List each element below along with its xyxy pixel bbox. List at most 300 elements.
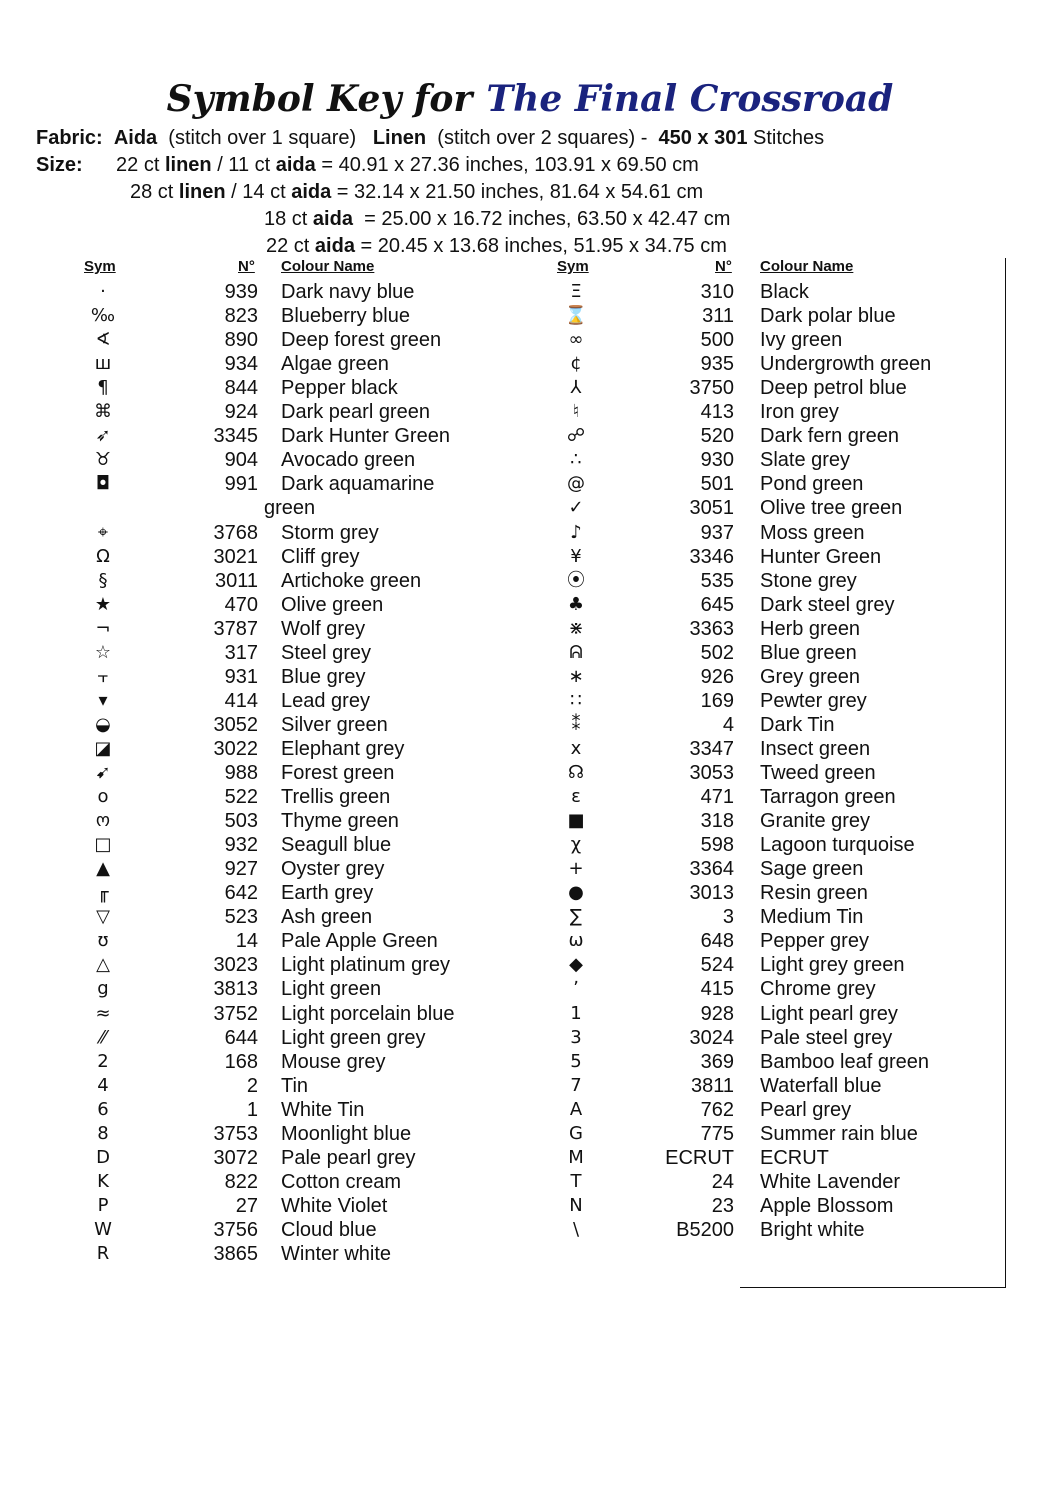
table-row [0, 304, 1060, 328]
fabric-aida: Aida [113, 127, 158, 149]
thread-number: 3756 [213, 1218, 258, 1241]
thread-number: 988 [224, 762, 258, 784]
symbol: R [96, 1243, 110, 1264]
size-ct2: / 11 ct [217, 154, 271, 176]
symbol: A [569, 1098, 583, 1120]
thread-number: 930 [700, 449, 734, 472]
thread-number: 3011 [214, 569, 258, 592]
thread-number: 822 [224, 1170, 258, 1193]
thread-number: 648 [700, 930, 734, 953]
colour-name: Moss green [760, 521, 865, 544]
thread-number: 3346 [689, 545, 734, 568]
colour-name: Dark fern green [760, 425, 899, 448]
symbol: ♣ [567, 593, 585, 615]
thread-number: 522 [224, 786, 258, 809]
thread-number: 23 [711, 1194, 734, 1217]
colour-name: Earth grey [281, 882, 374, 905]
stitch-count: 450 x 301 [658, 127, 748, 149]
size-ct: 18 ct [264, 208, 308, 230]
symbol: ★ [94, 593, 112, 615]
colour-name: Sage green [760, 858, 864, 881]
colour-name: Avocado green [281, 449, 416, 472]
table-row [0, 785, 1060, 809]
colour-name: Mouse grey [281, 1050, 386, 1073]
right-name-header: Colour Name [760, 258, 854, 275]
symbol: 6 [97, 1098, 109, 1120]
symbol: ■ [567, 810, 585, 832]
colour-name: Chrome grey [760, 978, 876, 1001]
table-row [0, 665, 1060, 689]
thread-number: 502 [700, 641, 734, 664]
symbol: 4 [97, 1074, 109, 1096]
colour-name: Bamboo leaf green [760, 1050, 930, 1073]
thread-number: 503 [224, 810, 258, 833]
symbol: ∴ [570, 449, 582, 471]
colour-name: Olive tree green [760, 497, 903, 520]
colour-name: Bright white [760, 1218, 865, 1241]
symbol: ▾ [98, 689, 108, 711]
thread-number: 890 [224, 329, 258, 352]
size-label: Size: [36, 154, 83, 176]
thread-number: 3753 [213, 1122, 258, 1145]
thread-number: 926 [700, 665, 734, 688]
symbol: ✓ [568, 497, 584, 519]
symbol: ¥ [570, 545, 582, 567]
colour-name: Light green [281, 978, 382, 1001]
symbol: g [97, 978, 109, 1000]
table-row [0, 328, 1060, 352]
table-row [0, 1170, 1060, 1194]
symbol: ⁄⁄ [99, 1026, 106, 1048]
symbol: ε [571, 786, 581, 808]
colour-name: green [264, 497, 316, 520]
fabric-aida-note: (stitch over 1 square) [168, 127, 357, 149]
table-row [0, 713, 1060, 737]
thread-number: 3345 [213, 425, 258, 448]
thread-number: 645 [700, 593, 734, 616]
symbol: ٬ [573, 978, 579, 1000]
symbol: ♉ [94, 449, 112, 471]
thread-number: ECRUT [665, 1146, 734, 1169]
thread-number: 3750 [689, 377, 734, 400]
colour-name: Undergrowth green [760, 353, 932, 376]
colour-name: Light platinum grey [281, 954, 450, 977]
symbol: ◘ [95, 473, 111, 495]
table-row [0, 1242, 1060, 1266]
symbol: ▲ [96, 858, 110, 880]
thread-number: 3811 [690, 1074, 734, 1097]
thread-number: 904 [224, 449, 258, 472]
colour-name: Pepper black [281, 377, 398, 400]
symbol: ☊ [568, 762, 584, 783]
table-row [0, 376, 1060, 400]
symbol: @ [567, 473, 585, 495]
symbol: ◪ [94, 737, 112, 759]
right-border [1005, 258, 1006, 1288]
colour-name: Deep forest green [281, 329, 442, 352]
table-row [0, 1002, 1060, 1026]
symbol: χ [570, 834, 582, 856]
colour-name: Blueberry blue [281, 305, 410, 328]
thread-number: B5200 [676, 1218, 734, 1241]
thread-number: 3021 [213, 545, 258, 568]
symbol: ¶ [97, 377, 109, 399]
thread-number: 413 [700, 401, 734, 424]
thread-number: 3787 [213, 617, 258, 640]
symbol: ▽ [96, 906, 110, 928]
fabric-line [36, 125, 824, 151]
thread-number: 523 [224, 906, 258, 929]
table-row [0, 1026, 1060, 1050]
table-row [0, 1218, 1060, 1242]
colour-name: Thyme green [281, 810, 399, 833]
size-dims: = 25.00 x 16.72 inches, 63.50 x 42.47 cm [364, 208, 731, 230]
thread-number: 524 [700, 954, 734, 977]
thread-number: 3022 [213, 737, 258, 760]
table-row [0, 1194, 1060, 1218]
thread-number: 3053 [689, 762, 734, 784]
colour-name: Slate grey [760, 449, 851, 472]
symbol: · [100, 281, 106, 302]
table-row [0, 569, 1060, 593]
thread-number: 2 [246, 1074, 258, 1097]
symbol: ╓ [97, 882, 109, 904]
colour-name: Forest green [281, 762, 395, 784]
thread-number: 3752 [213, 1002, 258, 1025]
right-sym-header: Sym [557, 258, 589, 275]
thread-number: 3347 [689, 737, 734, 760]
thread-number: 3 [722, 906, 734, 929]
size-ct: 22 ct [266, 235, 310, 257]
symbol: ≈ [95, 1002, 111, 1024]
colour-name: Seagull blue [281, 834, 392, 857]
size-ct: 28 ct [130, 181, 174, 203]
size-aida: aida [314, 235, 355, 257]
thread-number: 3813 [213, 978, 258, 1001]
symbol: ● [568, 882, 584, 904]
thread-number: 168 [224, 1050, 258, 1073]
symbol: 5 [570, 1050, 582, 1072]
symbol: o [97, 786, 109, 808]
table-row [0, 641, 1060, 665]
symbol: P [97, 1194, 109, 1216]
thread-number: 535 [700, 569, 734, 592]
size-linen: linen [178, 181, 226, 203]
thread-number: 318 [700, 810, 734, 833]
colour-name: Artichoke green [281, 569, 422, 592]
colour-name: Lagoon turquoise [760, 834, 915, 857]
colour-name: Algae green [281, 353, 389, 376]
thread-number: 1 [246, 1098, 258, 1121]
thread-number: 4 [722, 713, 734, 736]
symbol: □ [94, 834, 112, 856]
table-row [0, 1122, 1060, 1146]
symbol: ¢ [570, 353, 582, 375]
colour-name: Pearl grey [760, 1098, 852, 1121]
size-dims: = 20.45 x 13.68 inches, 51.95 x 34.75 cm [360, 235, 727, 257]
symbol: ➹ [95, 762, 111, 783]
fabric-linen: Linen [372, 127, 427, 149]
colour-name: Lead grey [281, 689, 370, 712]
thread-number: 3023 [213, 954, 258, 977]
thread-number: 3052 [213, 713, 258, 736]
colour-name: Hunter Green [760, 545, 882, 568]
symbol: M [568, 1146, 584, 1168]
thread-number: 644 [224, 1026, 258, 1049]
colour-name: Elephant grey [281, 737, 405, 760]
thread-number: 501 [700, 473, 734, 496]
size-line-1 [36, 152, 699, 178]
colour-name: Oyster grey [281, 858, 385, 881]
thread-number: 931 [224, 665, 258, 688]
table-row [0, 1074, 1060, 1098]
symbol: ‰ [90, 305, 116, 327]
symbol: ω [568, 930, 584, 952]
colour-name: Granite grey [760, 810, 871, 833]
symbol: ☍ [566, 425, 586, 447]
thread-number: 470 [224, 593, 258, 616]
symbol: + [568, 858, 584, 880]
symbol: ¬ [95, 617, 111, 639]
symbol: 7 [570, 1074, 582, 1096]
table-row [0, 1098, 1060, 1122]
table-row [0, 1050, 1060, 1074]
symbol: ⅄ [570, 377, 582, 399]
table-row [0, 448, 1060, 472]
table-row [0, 472, 1060, 496]
colour-name: Dark aquamarine [281, 473, 435, 496]
title-prefix: Symbol Key for [166, 78, 473, 120]
page-title [0, 78, 1060, 120]
colour-name: Light grey green [760, 954, 905, 977]
colour-name: Light porcelain blue [281, 1002, 455, 1025]
table-row [0, 521, 1060, 545]
colour-name: Blue grey [281, 665, 366, 688]
thread-number: 598 [700, 834, 734, 857]
colour-name: Dark steel grey [760, 593, 895, 616]
table-row [0, 496, 1060, 520]
colour-name: Insect green [760, 737, 871, 760]
colour-name: White Tin [281, 1098, 365, 1121]
symbol: ♮ [572, 401, 580, 423]
colour-name: Deep petrol blue [760, 377, 907, 400]
table-row [0, 737, 1060, 761]
colour-name: Trellis green [281, 786, 391, 809]
thread-number: 471 [700, 786, 734, 809]
thread-number: 775 [700, 1122, 734, 1145]
table-row [0, 809, 1060, 833]
symbol: ♪ [570, 521, 582, 543]
table-row [0, 953, 1060, 977]
symbol: ∷ [570, 689, 582, 711]
fabric-label: Fabric: [36, 127, 103, 149]
pattern-name: The Final Crossroad [486, 78, 894, 120]
thread-number: 500 [700, 329, 734, 352]
symbol: ◆ [569, 954, 583, 976]
thread-number: 937 [700, 521, 734, 544]
colour-name: Medium Tin [760, 906, 864, 929]
bottom-border [740, 1287, 1006, 1288]
symbol: 1 [570, 1002, 582, 1024]
colour-name: Black [760, 281, 809, 303]
colour-name: Wolf grey [281, 617, 366, 640]
colour-name: Silver green [281, 713, 388, 736]
colour-name: Cotton cream [281, 1170, 402, 1193]
colour-name: Tarragon green [760, 786, 896, 809]
thread-number: 520 [700, 425, 734, 448]
size-line-2 [130, 179, 703, 205]
symbol: ш [94, 353, 112, 375]
colour-name: Ivy green [760, 329, 843, 352]
thread-number: 3364 [689, 858, 734, 881]
size-dims: = 40.91 x 27.36 inches, 103.91 x 69.50 cm [321, 154, 699, 176]
symbol: \ [572, 1218, 580, 1240]
colour-name: Apple Blossom [760, 1194, 894, 1217]
symbol: ⦿ [567, 569, 585, 591]
colour-name: Dark polar blue [760, 305, 896, 328]
colour-name: Moonlight blue [281, 1122, 412, 1145]
colour-name: Resin green [760, 882, 868, 905]
thread-number: 14 [235, 930, 258, 953]
table-row [0, 689, 1060, 713]
size-dims: = 32.14 x 21.50 inches, 81.64 x 54.61 cm [336, 181, 704, 203]
colour-name: Tweed green [760, 762, 876, 784]
thread-number: 24 [711, 1170, 734, 1193]
colour-name: Stone grey [760, 569, 857, 592]
thread-number: 311 [702, 305, 734, 328]
symbol: W [94, 1218, 112, 1240]
thread-number: 310 [700, 281, 734, 303]
symbol: ∢ [95, 329, 111, 351]
thread-number: 924 [224, 401, 258, 424]
thread-number: 414 [224, 689, 258, 712]
thread-number: 939 [224, 281, 258, 303]
colour-name: Dark Tin [760, 713, 835, 736]
symbol: G [569, 1122, 583, 1144]
colour-name: Light pearl grey [760, 1002, 898, 1025]
size-line-4 [266, 233, 727, 259]
thread-number: 3072 [213, 1146, 258, 1169]
table-row [0, 352, 1060, 376]
colour-name: Dark Hunter Green [281, 425, 450, 448]
colour-name: Pale Apple Green [281, 930, 438, 953]
thread-number: 415 [700, 978, 734, 1001]
size-line-3 [264, 206, 730, 232]
colour-name: Steel grey [281, 641, 372, 664]
symbol: § [98, 569, 108, 591]
symbol: Ξ [570, 281, 582, 302]
symbol: ⌛ [564, 305, 588, 327]
table-row [0, 1146, 1060, 1170]
symbol: N [569, 1194, 583, 1216]
thread-number: 823 [224, 305, 258, 328]
symbol: ➶ [95, 425, 111, 447]
symbol: ⌖ [97, 521, 109, 543]
stitches-label: Stitches [753, 127, 825, 149]
symbol: D [96, 1146, 110, 1168]
symbol: 2 [97, 1050, 109, 1072]
colour-name: Tin [281, 1074, 309, 1097]
symbol: 3 [570, 1026, 582, 1048]
colour-name: Cliff grey [281, 545, 360, 568]
left-num-header: N° [238, 258, 255, 275]
colour-name: White Lavender [760, 1170, 901, 1193]
right-num-header: N° [715, 258, 732, 275]
colour-name: Blue green [760, 641, 857, 664]
table-row [0, 881, 1060, 905]
symbol: 8 [97, 1122, 109, 1144]
colour-name: Pale steel grey [760, 1026, 893, 1049]
symbol: ⫟ [97, 665, 109, 687]
colour-name: White Violet [281, 1194, 388, 1217]
symbol: ᕱ [569, 641, 583, 663]
thread-number: 935 [700, 353, 734, 376]
colour-name: Grey green [760, 665, 861, 688]
table-row [0, 617, 1060, 641]
table-row [0, 400, 1060, 424]
symbol: ⋇ [568, 617, 584, 639]
symbol: △ [96, 954, 110, 976]
thread-number: 991 [224, 473, 258, 496]
size-aida: aida [312, 208, 353, 230]
colour-name: ECRUT [760, 1146, 829, 1169]
table-row [0, 833, 1060, 857]
colour-name: Pale pearl grey [281, 1146, 416, 1169]
thread-number: 642 [224, 882, 258, 905]
fabric-linen-note: (stitch over 2 squares) - [437, 127, 648, 149]
size-linen: linen [164, 154, 212, 176]
thread-number: 3768 [213, 521, 258, 544]
thread-number: 317 [224, 641, 258, 664]
colour-name: Dark navy blue [281, 281, 415, 303]
symbol: Ω [96, 545, 110, 567]
table-row [0, 857, 1060, 881]
symbol: ∗ [568, 665, 584, 687]
thread-number: 3865 [213, 1243, 258, 1265]
symbol: ◒ [95, 713, 111, 735]
colour-name: Herb green [760, 617, 861, 640]
symbol: ო [95, 810, 111, 832]
symbol: x [570, 737, 582, 759]
size-aida: aida [291, 181, 332, 203]
colour-name: Summer rain blue [760, 1122, 918, 1145]
colour-name: Pepper grey [760, 930, 869, 953]
size-ct: 22 ct [116, 154, 160, 176]
colour-name: Waterfall blue [760, 1074, 882, 1097]
table-row [0, 280, 1060, 304]
thread-number: 169 [700, 689, 734, 712]
left-sym-header: Sym [84, 258, 116, 275]
symbol: ∞ [568, 329, 584, 351]
thread-number: 27 [235, 1194, 258, 1217]
table-row [0, 929, 1060, 953]
colour-name: Storm grey [281, 521, 379, 544]
symbol: ⁑ [571, 713, 581, 735]
thread-number: 927 [224, 858, 258, 881]
thread-number: 762 [700, 1098, 734, 1121]
colour-name: Pond green [760, 473, 864, 496]
symbol: T [570, 1170, 582, 1192]
table-row [0, 761, 1060, 785]
colour-name: Ash green [281, 906, 373, 929]
colour-name: Olive green [281, 593, 384, 616]
symbol: K [97, 1170, 109, 1192]
size-ct2: / 14 ct [231, 181, 286, 203]
symbol: ☆ [94, 641, 112, 663]
thread-number: 928 [700, 1002, 734, 1025]
table-row [0, 424, 1060, 448]
colour-name: Pewter grey [760, 689, 867, 712]
